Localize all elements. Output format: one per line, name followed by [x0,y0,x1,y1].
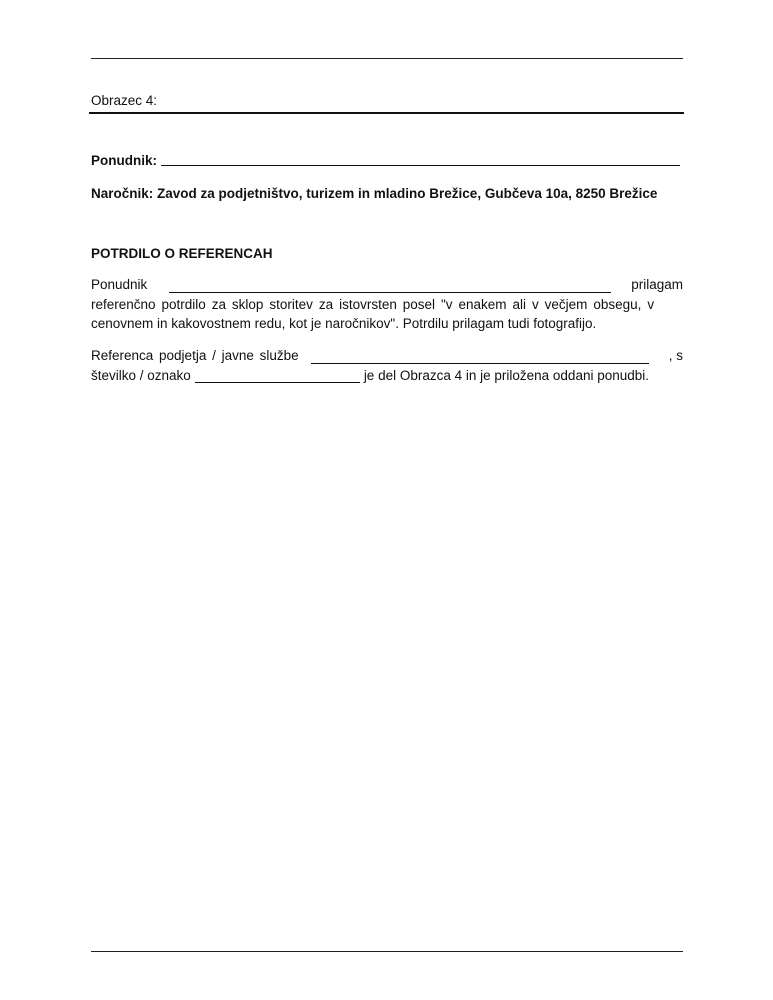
bidder-blank [161,153,680,166]
number-blank [195,370,360,383]
header-rule [91,58,683,59]
paragraph2-end: , s [668,348,683,363]
paragraph2-line2 [91,366,683,386]
reference-paragraph [91,275,683,334]
paragraph1-line3: cenovnem in kakovostnem redu, kot je naročnikov". Potrdilu prilagam tudi fotografijo. [91,316,597,331]
section-title: POTRDILO O REFERENCAH [91,246,273,261]
paragraph1-line1 [91,275,683,295]
company-blank [311,351,649,364]
paragraph2-line2-end: je del Obrazca 4 in je priložena oddani ponudbi. [363,367,650,383]
paragraph1-start: Ponudnik [91,277,148,292]
client-line: Naročnik: Zavod za podjetništvo, turizem in mladino Brežice, Gubčeva 10a, 8250 Brežice [91,186,658,201]
bidder-label: Ponudnik: [91,153,157,168]
paragraph2-line1 [91,346,683,366]
footer-rule [91,951,683,952]
reference-detail-paragraph [91,346,683,385]
bidder-line [91,153,683,168]
paragraph2-line2-start: številko / oznako [91,367,191,383]
paragraph2-start: Referenca podjetja / javne službe [91,348,299,363]
form-label: Obrazec 4: [91,93,158,108]
form-title-underline [89,112,684,114]
paragraph1-line2: referenčno potrdilo za sklop storitev za istovrsten posel "v enakem ali v večjem obsegu, v [91,296,655,312]
paragraph1-end: prilagam [631,277,683,292]
bidder-name-blank [169,280,611,293]
